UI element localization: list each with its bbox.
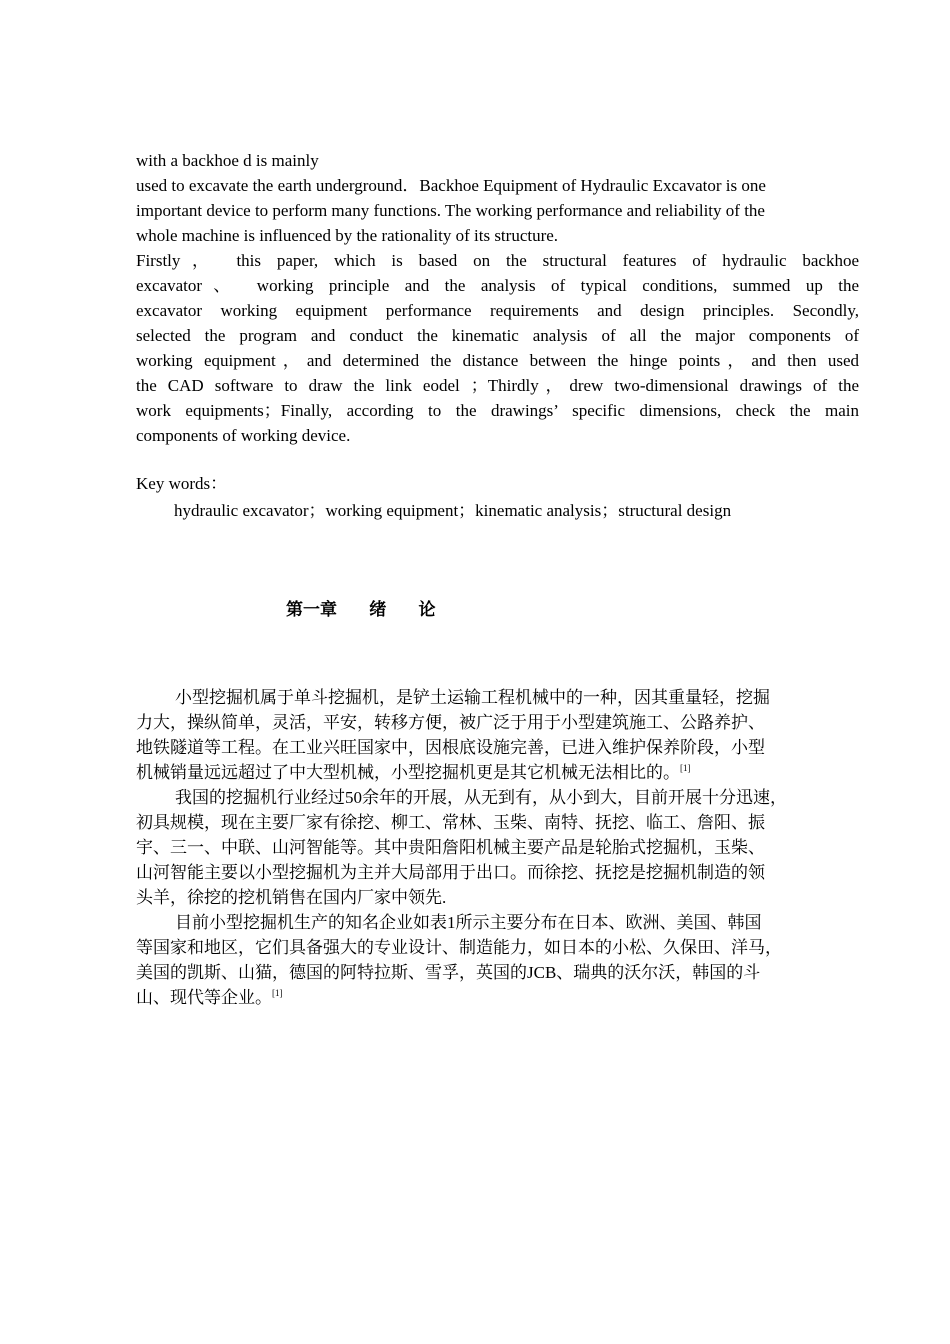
citation-1: [1] (680, 763, 691, 773)
keywords-label: Key words： (136, 474, 228, 493)
abstract-p2-line-3: excavator working equipment performance requirements and design principles. Secondly, (136, 301, 859, 320)
chapter-title-char-1: 绪 (369, 600, 387, 619)
body-text (136, 685, 866, 1010)
abstract-line-3: important device to perform many functions. The working performance and reliability of the (136, 201, 765, 220)
body-p3-line-1: 目前小型挖掘机生产的知名企业如表1所示主要分布在日本、欧洲、美国、韩国 (175, 913, 762, 932)
chapter-title-char-2: 论 (418, 600, 436, 619)
body-p1-line-2: 力大，操纵简单，灵活，平安，转移方便，被广泛于用于小型建筑施工、公路养护、 (136, 713, 765, 732)
keywords-list: hydraulic excavator；working equipment；kinematic analysis；structural design (174, 501, 732, 520)
abstract-p2-line-7: work equipments；Finally, according to the drawings’ specific dimensions, check the main (136, 401, 859, 420)
body-p2-line-1: 我国的挖掘机行业经过50余年的开展，从无到有，从小到大，目前开展十分迅速， (175, 788, 787, 807)
citation-2: [1] (272, 988, 283, 998)
body-p1-line-4-text: 机械销量远远超过了中大型机械，小型挖掘机更是其它机械无法相比的。 (136, 763, 680, 782)
abstract-p2-line-6: the CAD software to draw the link eodel ；Thirdly，drew two-dimensional drawings of the (136, 376, 859, 395)
abstract (136, 148, 859, 448)
abstract-line-4: whole machine is influenced by the rationality of its structure. (136, 226, 559, 245)
abstract-p2-line-1: Firstly， this paper, which is based on the structural features of hydraulic backhoe (136, 251, 859, 270)
abstract-p2-last-line: components of working device. (136, 426, 351, 445)
chapter-number: 第一章 (286, 600, 337, 619)
body-p2-line-5: 头羊，徐挖的挖机销售在国内厂家中领先. (136, 888, 447, 907)
body-p1-line-1: 小型挖掘机属于单斗挖掘机，是铲土运输工程机械中的一种，因其重量轻，挖掘 (175, 688, 770, 707)
abstract-p2-line-5: working equipment，and determined the distance between the hinge points，and then used (136, 351, 859, 370)
abstract-line-1: with a backhoe d is mainly (136, 151, 319, 170)
body-p1-line-4 (136, 760, 866, 785)
body-p2-line-3: 宇、三一、中联、山河智能等。其中贵阳詹阳机械主要产品是轮胎式挖掘机，玉柴、 (136, 838, 765, 857)
abstract-p2-line-2: excavator、 working principle and the analysis of typical conditions, summed up the (136, 276, 859, 295)
body-p2-line-4: 山河智能主要以小型挖掘机为主并大局部用于出口。而徐挖、抚挖是挖掘机制造的领 (136, 863, 765, 882)
chapter-heading (286, 595, 436, 620)
body-p3-line-2: 等国家和地区，它们具备强大的专业设计、制造能力，如日本的小松、久保田、洋马， (136, 938, 782, 957)
body-p3-line-4-text: 山、现代等企业。 (136, 988, 272, 1007)
body-p3-line-4 (136, 985, 866, 1010)
body-p2-line-2: 初具规模，现在主要厂家有徐挖、柳工、常林、玉柴、南特、抚挖、临工、詹阳、振 (136, 813, 765, 832)
abstract-line-2: used to excavate the earth underground．Backhoe Equipment of Hydraulic Excavator is one (136, 176, 766, 195)
abstract-p2-line-4: selected the program and conduct the kinematic analysis of all the major components of (136, 326, 859, 345)
body-p1-line-3: 地铁隧道等工程。在工业兴旺国家中，因根底设施完善，已进入维护保养阶段，小型 (136, 738, 765, 757)
body-p3-line-3: 美国的凯斯、山猫，德国的阿特拉斯、雪孚，英国的JCB、瑞典的沃尔沃，韩国的斗 (136, 963, 761, 982)
